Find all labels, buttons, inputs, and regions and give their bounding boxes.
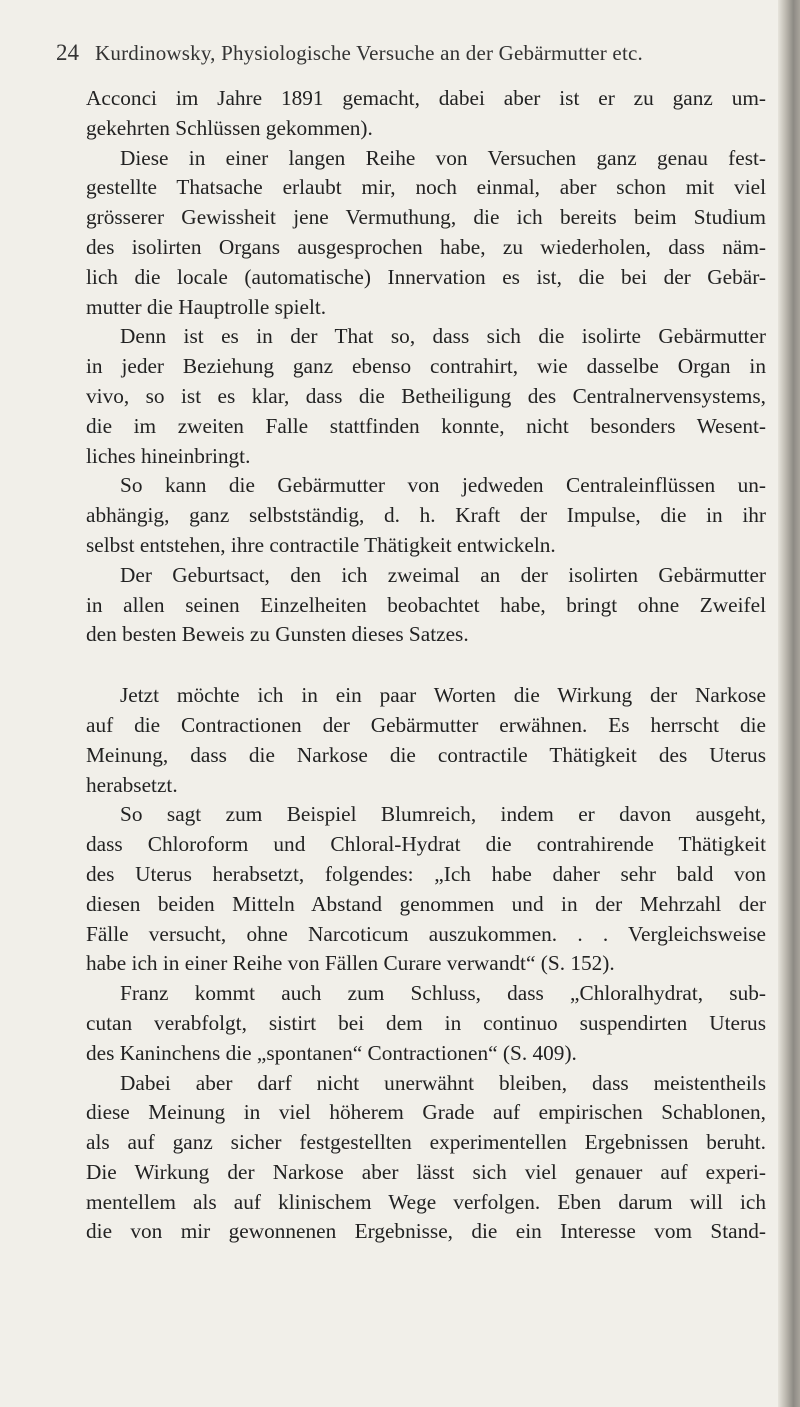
text-line: Der Geburtsact, den ich zweimal an der isolirten Gebärmutter bbox=[120, 562, 766, 587]
paragraph bbox=[56, 561, 766, 650]
text-line: gestellte Thatsache erlaubt mir, noch einmal, aber schon mit viel bbox=[86, 175, 766, 200]
page-edge-shadow bbox=[778, 0, 800, 1407]
text-line: die von mir gewonnenen Ergebnisse, die ein Interesse vom Stand- bbox=[86, 1219, 766, 1244]
text-line: Denn ist es in der That so, dass sich die isolirte Gebärmutter bbox=[120, 324, 766, 349]
text-line: lich die locale (automatische) Innervation es ist, die bei der Gebär- bbox=[86, 264, 766, 289]
text-line: Dabei aber darf nicht unerwähnt bleiben, dass meistentheils bbox=[120, 1070, 766, 1095]
paragraph bbox=[56, 144, 766, 323]
text-line: als auf ganz sicher festgestellten experimentellen Ergebnissen beruht. bbox=[86, 1130, 766, 1155]
section-gap bbox=[56, 650, 766, 681]
paragraph bbox=[56, 84, 766, 144]
text-line: Die Wirkung der Narkose aber lässt sich viel genauer auf experi- bbox=[86, 1159, 766, 1184]
text-line: So sagt zum Beispiel Blumreich, indem er davon ausgeht, bbox=[120, 802, 766, 827]
text-line: gekehrten Schlüssen gekommen). bbox=[86, 115, 373, 140]
text-line: Franz kommt auch zum Schluss, dass „Chloralhydrat, sub- bbox=[120, 981, 766, 1006]
text-line: grösserer Gewissheit jene Vermuthung, die ich bereits beim Studium bbox=[86, 205, 766, 230]
body-text bbox=[56, 84, 766, 1247]
text-line: selbst entstehen, ihre contractile Thätigkeit entwickeln. bbox=[86, 532, 556, 557]
book-page bbox=[56, 40, 766, 1247]
text-line: liches hineinbringt. bbox=[86, 443, 251, 468]
text-line: Acconci im Jahre 1891 gemacht, dabei aber ist er zu ganz um- bbox=[86, 86, 766, 110]
page-number: 24 bbox=[56, 40, 79, 65]
paragraph bbox=[56, 800, 766, 979]
text-line: des Kaninchens die „spontanen“ Contractionen“ (S. 409). bbox=[86, 1040, 577, 1065]
paragraph bbox=[56, 322, 766, 471]
text-line: in jeder Beziehung ganz ebenso contrahirt, wie dasselbe Organ in bbox=[86, 354, 766, 379]
text-line: des Uterus herabsetzt, folgendes: „Ich habe daher sehr bald von bbox=[86, 861, 766, 886]
text-line: Fälle versucht, ohne Narcoticum auszukommen. . . Vergleichsweise bbox=[86, 921, 766, 946]
text-line: auf die Contractionen der Gebärmutter erwähnen. Es herrscht die bbox=[86, 712, 766, 737]
text-line: die im zweiten Falle stattfinden konnte, nicht besonders Wesent- bbox=[86, 413, 766, 438]
text-line: mentellem als auf klinischem Wege verfolgen. Eben darum will ich bbox=[86, 1189, 766, 1214]
text-line: Diese in einer langen Reihe von Versuchen ganz genau fest- bbox=[120, 145, 766, 170]
running-header bbox=[56, 40, 766, 66]
text-line: den besten Beweis zu Gunsten dieses Satzes. bbox=[86, 622, 469, 647]
text-line: mutter die Hauptrolle spielt. bbox=[86, 294, 327, 319]
text-line: herabsetzt. bbox=[86, 772, 178, 797]
paragraph bbox=[56, 979, 766, 1068]
text-line: habe ich in einer Reihe von Fällen Curare verwandt“ (S. 152). bbox=[86, 951, 615, 976]
text-line: cutan verabfolgt, sistirt bei dem in continuo suspendirten Uterus bbox=[86, 1010, 766, 1035]
paragraph bbox=[56, 471, 766, 560]
text-line: diesen beiden Mitteln Abstand genommen und in der Mehrzahl der bbox=[86, 891, 766, 916]
text-line: vivo, so ist es klar, dass die Betheiligung des Centralnervensystems, bbox=[86, 383, 766, 408]
text-line: dass Chloroform und Chloral-Hydrat die contrahirende Thätigkeit bbox=[86, 832, 766, 857]
text-line: diese Meinung in viel höherem Grade auf empirischen Schablonen, bbox=[86, 1100, 766, 1125]
text-line: in allen seinen Einzelheiten beobachtet habe, bringt ohne Zweifel bbox=[86, 592, 766, 617]
text-line: Jetzt möchte ich in ein paar Worten die Wirkung der Narkose bbox=[120, 683, 766, 708]
text-line: Meinung, dass die Narkose die contractile Thätigkeit des Uterus bbox=[86, 742, 766, 767]
running-title: Kurdinowsky, Physiologische Versuche an der Gebärmutter etc. bbox=[95, 41, 643, 65]
text-line: abhängig, ganz selbstständig, d. h. Kraft der Impulse, die in ihr bbox=[86, 503, 766, 528]
text-line: So kann die Gebärmutter von jedweden Centraleinflüssen un- bbox=[120, 473, 766, 498]
paragraph bbox=[56, 681, 766, 800]
paragraph bbox=[56, 1069, 766, 1248]
text-line: des isolirten Organs ausgesprochen habe, zu wiederholen, dass näm- bbox=[86, 234, 766, 259]
